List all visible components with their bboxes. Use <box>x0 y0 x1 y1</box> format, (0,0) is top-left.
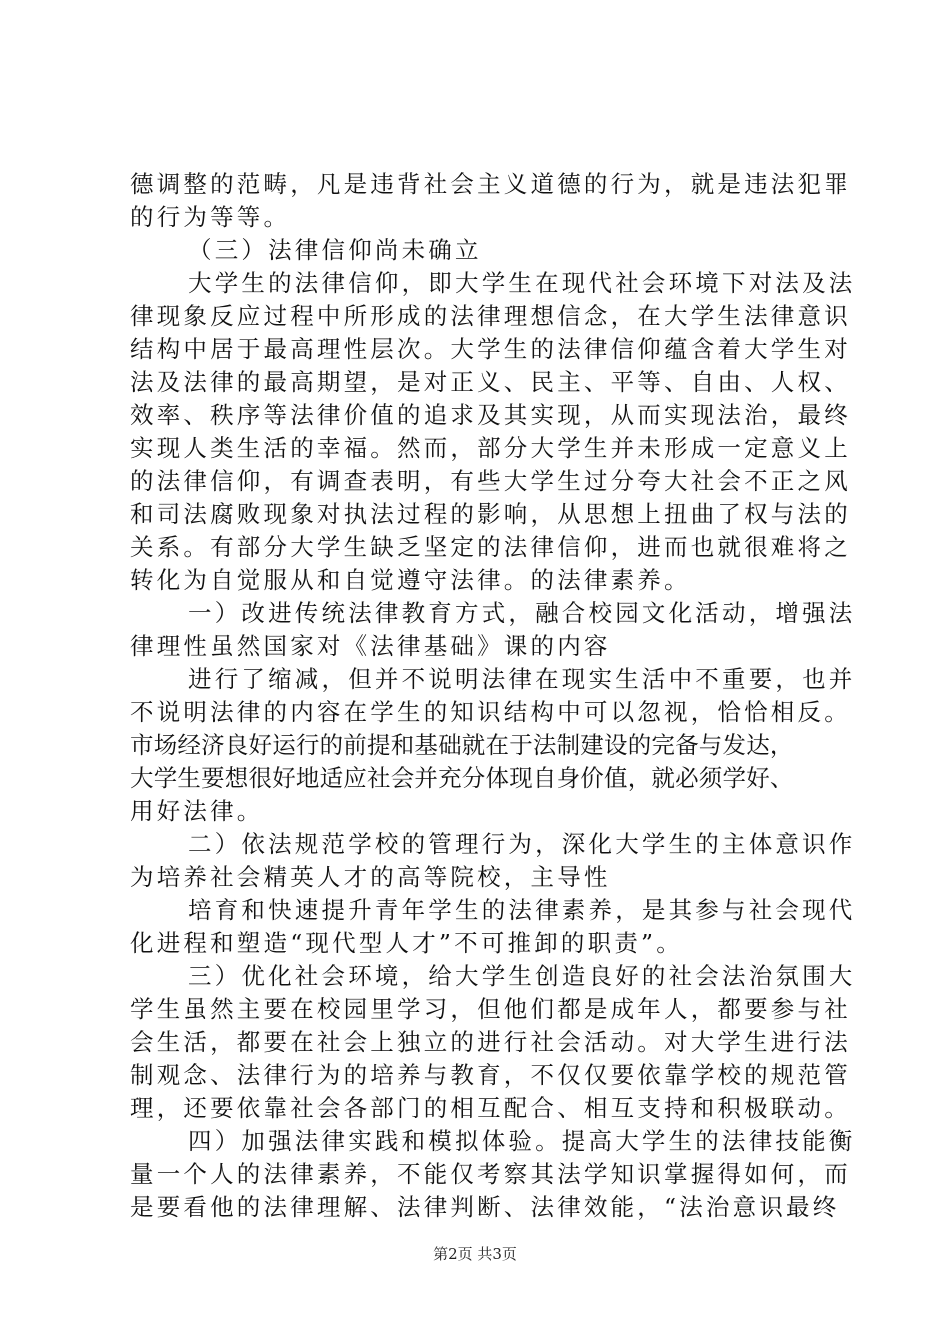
text-line: 会生活，都要在社会上独立的进行社会活动。对大学生进行法 <box>130 1028 851 1056</box>
text-line: 化进程和塑造“现代型人才”不可推卸的职责”。 <box>130 929 683 957</box>
text-line: 理，还要依靠社会各部门的相互配合、相互支持和积极联动。 <box>130 1094 851 1122</box>
text-line: 结构中居于最高理性层次。大学生的法律信仰蕴含着大学生对 <box>130 335 851 363</box>
text-line: 进行了缩减，但并不说明法律在现实生活中不重要，也并 <box>188 665 856 693</box>
text-line: 大学生的法律信仰，即大学生在现代社会环境下对法及法 <box>188 269 856 297</box>
text-line: 效率、秩序等法律价值的追求及其实现，从而实现法治，最终 <box>130 401 851 429</box>
page-footer: 第2页 共3页 <box>433 1245 517 1263</box>
document-body <box>130 168 856 1224</box>
text-line: 是要看他的法律理解、法律判断、法律效能，“法治意识最终 <box>130 1193 840 1221</box>
text-line: 实现人类生活的幸福。然而，部分大学生并未形成一定意义上 <box>130 434 851 462</box>
text-line: 量一个人的法律素养，不能仅考察其法学知识掌握得如何，而 <box>130 1160 851 1188</box>
text-line: 关系。有部分大学生缺乏坚定的法律信仰，进而也就很难将之 <box>130 533 851 561</box>
text-line: （三）法律信仰尚未确立 <box>188 236 482 264</box>
text-line: 律理性虽然国家对《法律基础》课的内容 <box>130 632 611 660</box>
text-line: 培育和快速提升青年学生的法律素养，是其参与社会现代 <box>188 896 856 924</box>
text-line: 四）加强法律实践和模拟体验。提高大学生的法律技能衡 <box>188 1127 856 1155</box>
text-line: 的行为等等。 <box>130 203 291 231</box>
text-line: 三）优化社会环境，给大学生创造良好的社会法治氛围大 <box>188 962 856 990</box>
text-line: 律现象反应过程中所形成的法律理想信念，在大学生法律意识 <box>130 302 851 330</box>
text-line: 市场经济良好运行的前提和基础就在于法制建设的完备与发达， <box>130 731 794 759</box>
text-line: 法及法律的最高期望，是对正义、民主、平等、自由、人权、 <box>130 368 851 396</box>
text-line: 用好法律。 <box>130 797 264 825</box>
text-line: 的法律信仰，有调查表明，有些大学生过分夸大社会不正之风 <box>130 467 851 495</box>
text-line: 制观念、法律行为的培养与教育，不仅仅要依靠学校的规范管 <box>130 1061 851 1089</box>
text-line: 一）改进传统法律教育方式，融合校园文化活动，增强法 <box>188 599 856 627</box>
text-line: 德调整的范畴，凡是违背社会主义道德的行为，就是违法犯罪 <box>130 170 851 198</box>
text-line: 为培养社会精英人才的高等院校，主导性 <box>130 863 611 891</box>
text-line: 大学生要想很好地适应社会并充分体现自身价值，就必须学好、 <box>130 764 794 792</box>
text-line: 不说明法律的内容在学生的知识结构中可以忽视，恰恰相反。 <box>130 698 851 726</box>
text-line: 二）依法规范学校的管理行为，深化大学生的主体意识作 <box>188 830 856 858</box>
text-line: 学生虽然主要在校园里学习，但他们都是成年人，都要参与社 <box>130 995 851 1023</box>
text-line: 转化为自觉服从和自觉遵守法律。的法律素养。 <box>130 566 691 594</box>
text-line: 和司法腐败现象对执法过程的影响，从思想上扭曲了权与法的 <box>130 500 851 528</box>
